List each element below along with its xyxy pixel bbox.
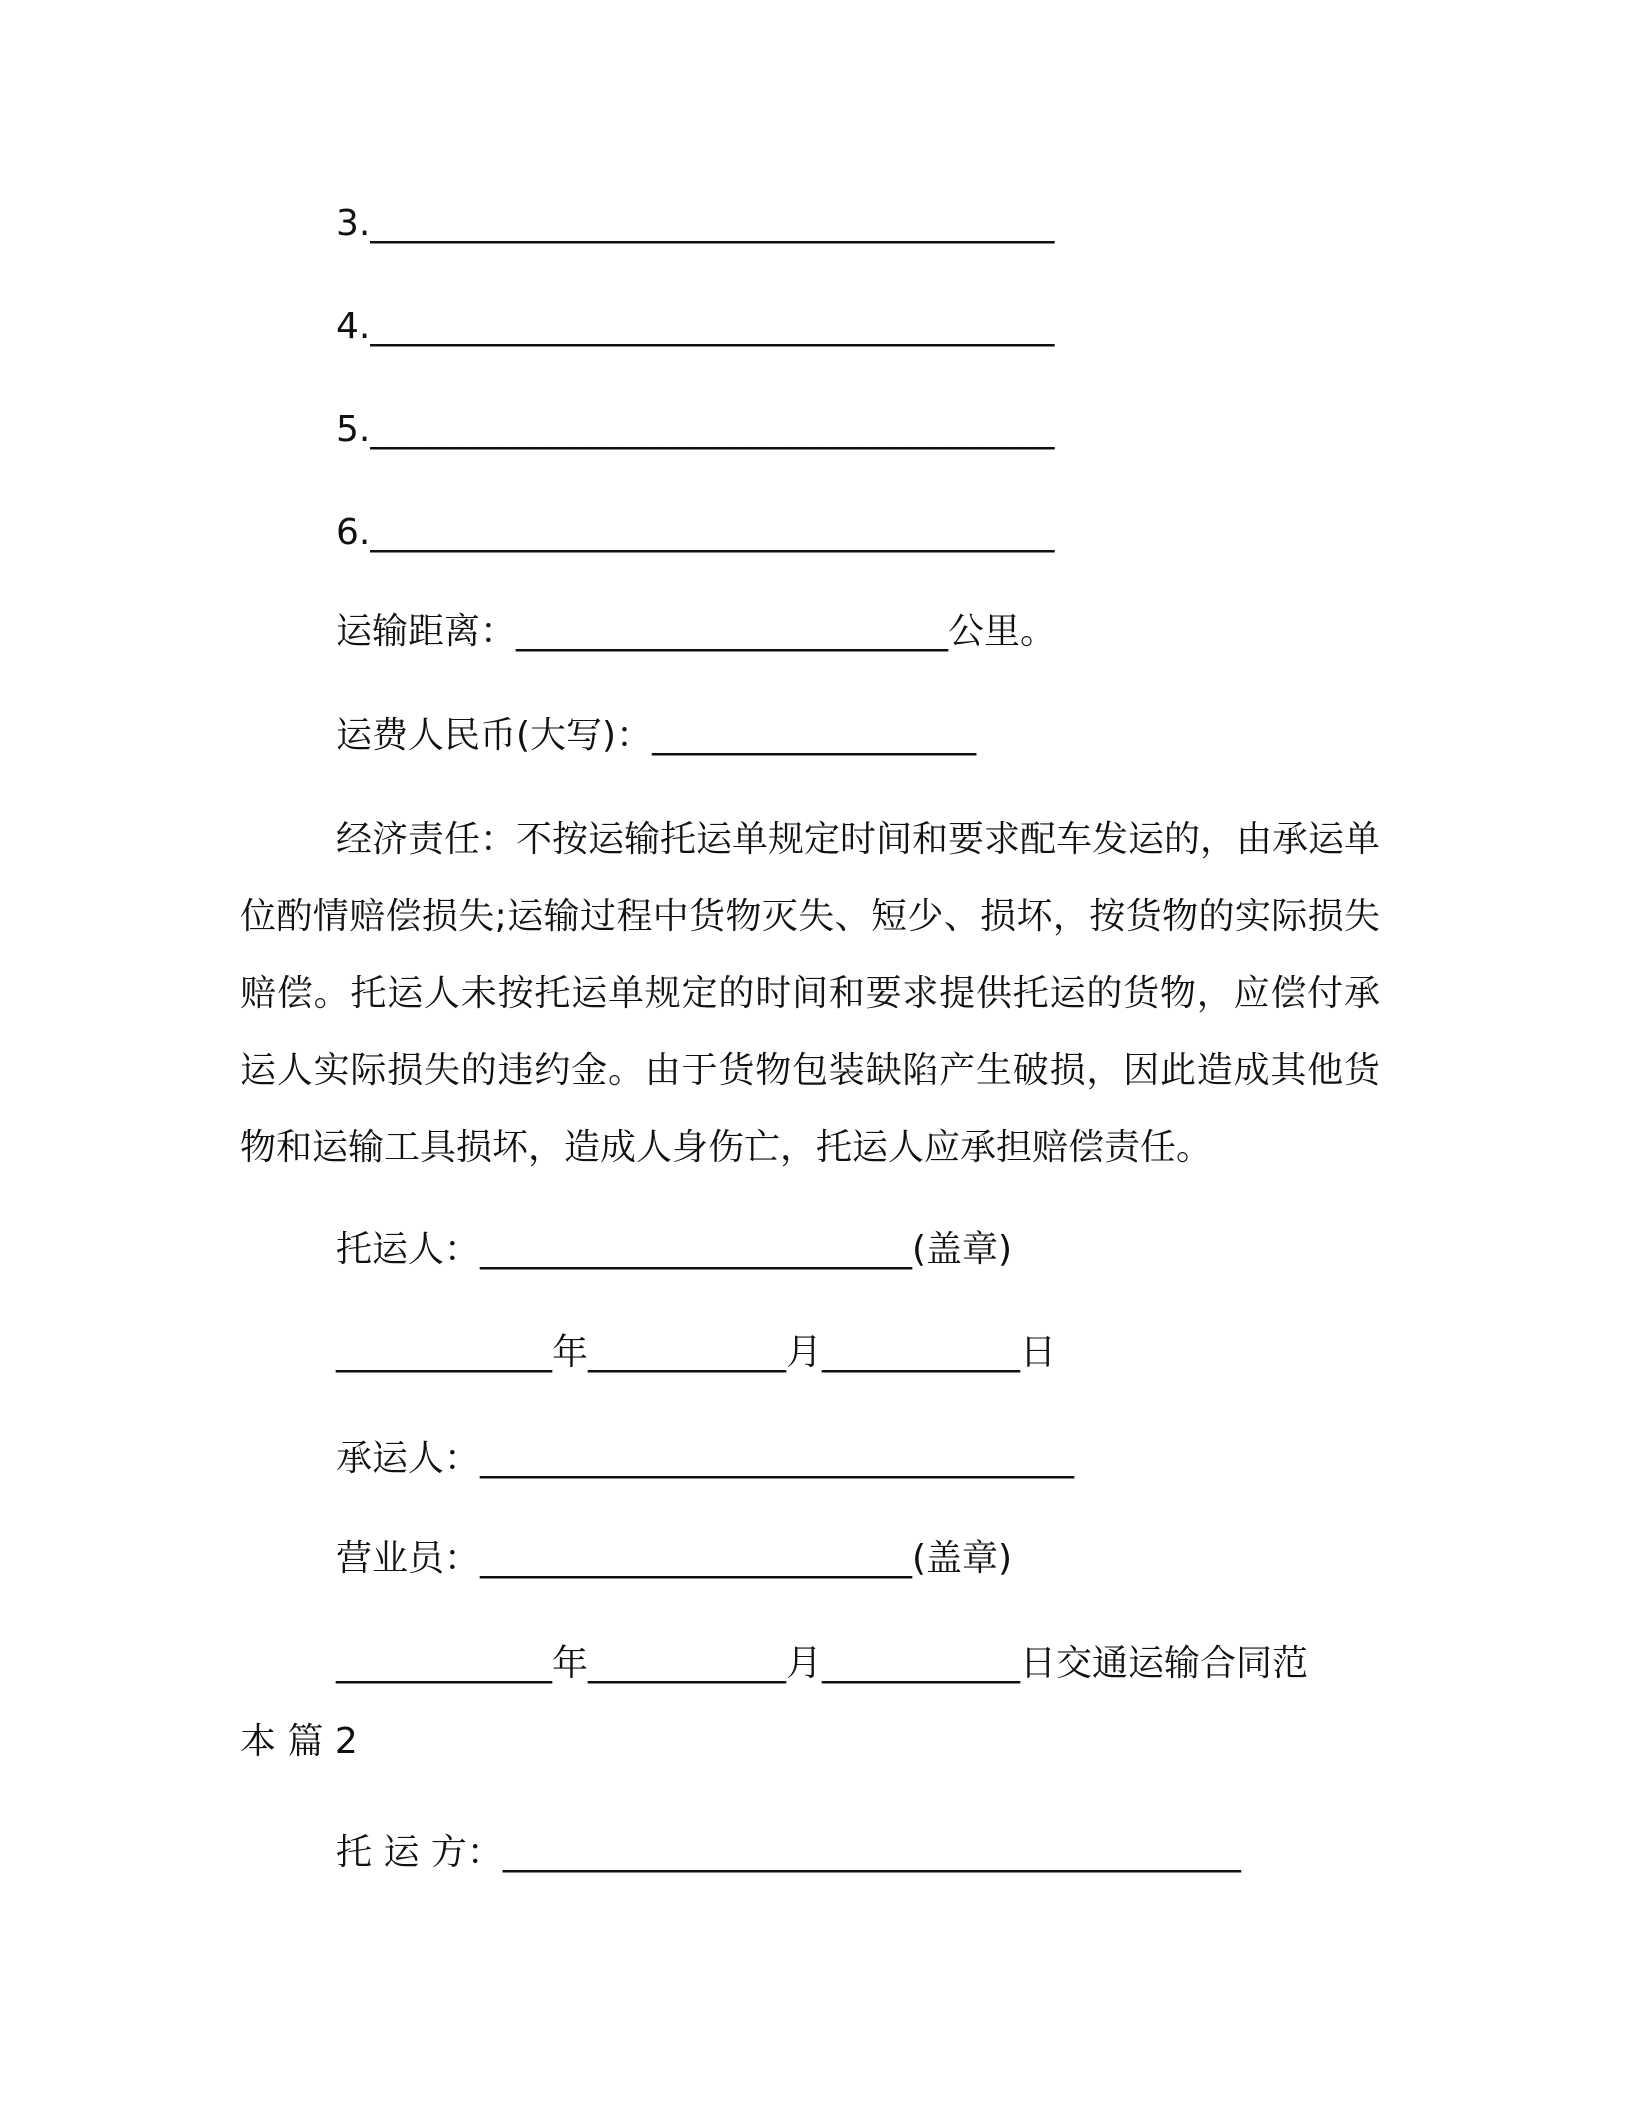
- consignor-line: 托 运 方：_________________________________________: [336, 1832, 1241, 1873]
- section-title: 本 篇 2: [240, 1721, 358, 1762]
- date-line-1: ____________年___________月___________日: [336, 1332, 1056, 1373]
- distance-line: 运输距离：________________________公里。: [336, 611, 1057, 652]
- clerk-signature-line: 营业员：________________________(盖章): [336, 1538, 1013, 1579]
- blank-item-6: 6.______________________________________: [336, 512, 1055, 553]
- blank-item-4: 4.______________________________________: [336, 306, 1055, 347]
- date-line-2: ____________年___________月___________日交通运输合同范: [336, 1643, 1309, 1684]
- shipper-signature-line: 托运人：________________________(盖章): [336, 1229, 1013, 1270]
- fee-line: 运费人民币(大写)：__________________: [336, 715, 977, 756]
- blank-item-3: 3.______________________________________: [336, 203, 1055, 244]
- blank-item-5: 5.______________________________________: [336, 409, 1055, 450]
- liability-paragraph: 经济责任：不按运输托运单规定时间和要求配车发运的，由承运单位酌情赔偿损失;运输过程中货物灭失、短少、损坏，按货物的实际损失赔偿。托运人未按托运单规定的时间和要求提供托运的货物，应偿付承运人实际损失的违约金。由于货物包装缺陷产生破损，因此造成其他货物和运输工具损坏，造成人身伤亡，托运人应承担赔偿责任。: [240, 819, 1381, 1168]
- carrier-line: 承运人：_________________________________: [336, 1438, 1075, 1479]
